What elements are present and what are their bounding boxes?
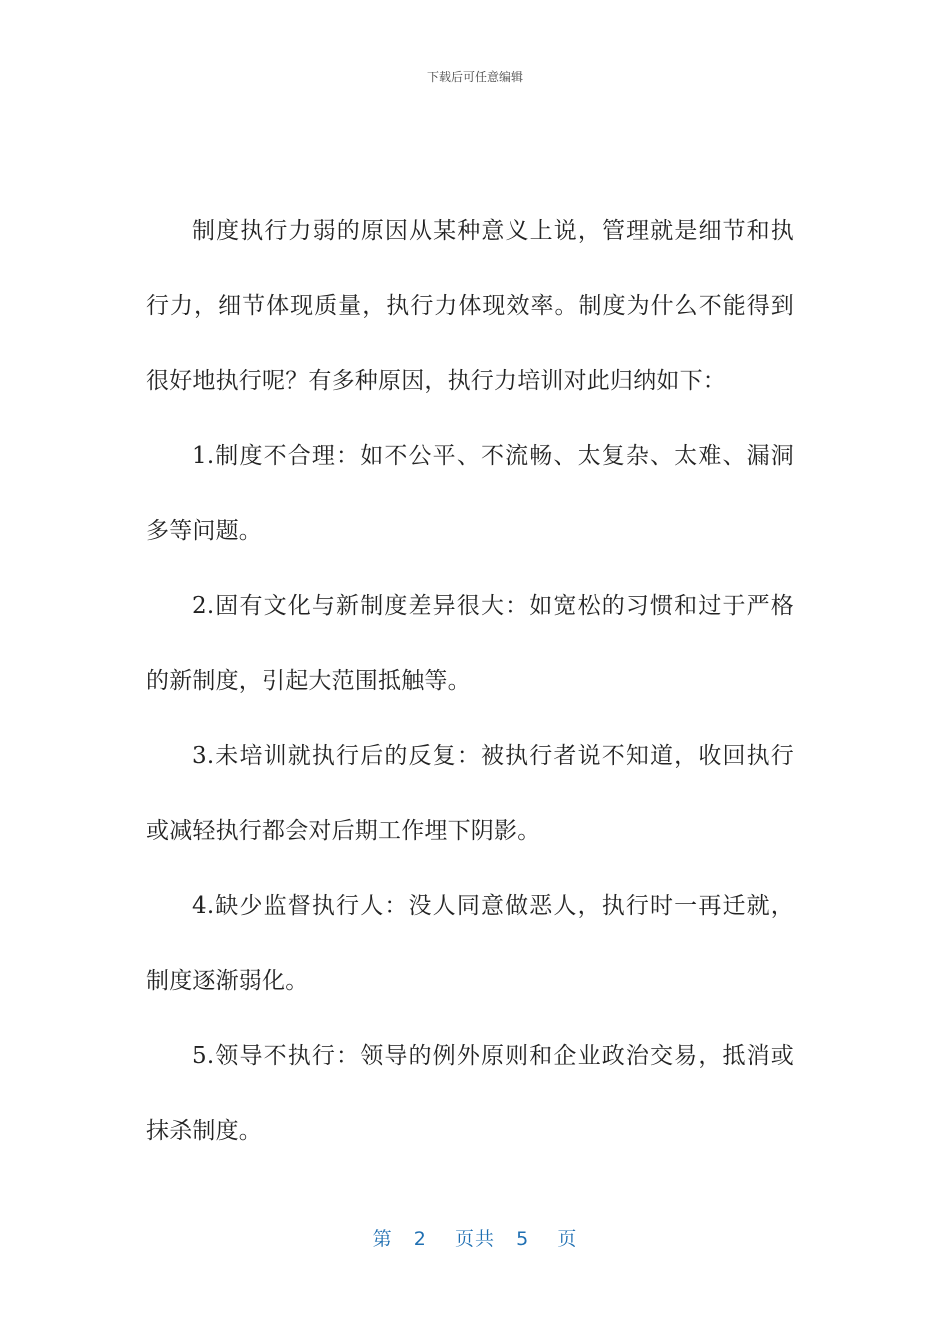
header-note: 下载后可任意编辑	[426, 70, 523, 84]
footer-total-pages: 5	[516, 1228, 530, 1250]
page-footer	[0, 1224, 950, 1251]
document-body	[146, 194, 794, 1169]
paragraph-item-3: 3.未培训就执行后的反复：被执行者说不知道，收回执行或减轻执行都会对后期工作埋下阴影。	[146, 743, 794, 844]
footer-prefix: 第	[372, 1228, 393, 1250]
footer-current-page: 2	[413, 1228, 427, 1250]
paragraph-item-5: 5.领导不执行：领导的例外原则和企业政治交易，抵消或抹杀制度。	[146, 1043, 794, 1144]
paragraph-item-2: 2.固有文化与新制度差异很大：如宽松的习惯和过于严格的新制度，引起大范围抵触等。	[146, 593, 794, 694]
paragraph-item-1: 1.制度不合理：如不公平、不流畅、太复杂、太难、漏洞多等问题。	[146, 443, 794, 544]
paragraph-intro: 制度执行力弱的原因从某种意义上说，管理就是细节和执行力，细节体现质量，执行力体现效率。制度为什么不能得到很好地执行呢？有多种原因，执行力培训对此归纳如下：	[146, 218, 794, 394]
footer-suffix: 页	[557, 1228, 578, 1250]
footer-middle: 页共	[454, 1228, 495, 1250]
paragraph-item-4: 4.缺少监督执行人：没人同意做恶人，执行时一再迁就，制度逐渐弱化。	[146, 893, 794, 994]
